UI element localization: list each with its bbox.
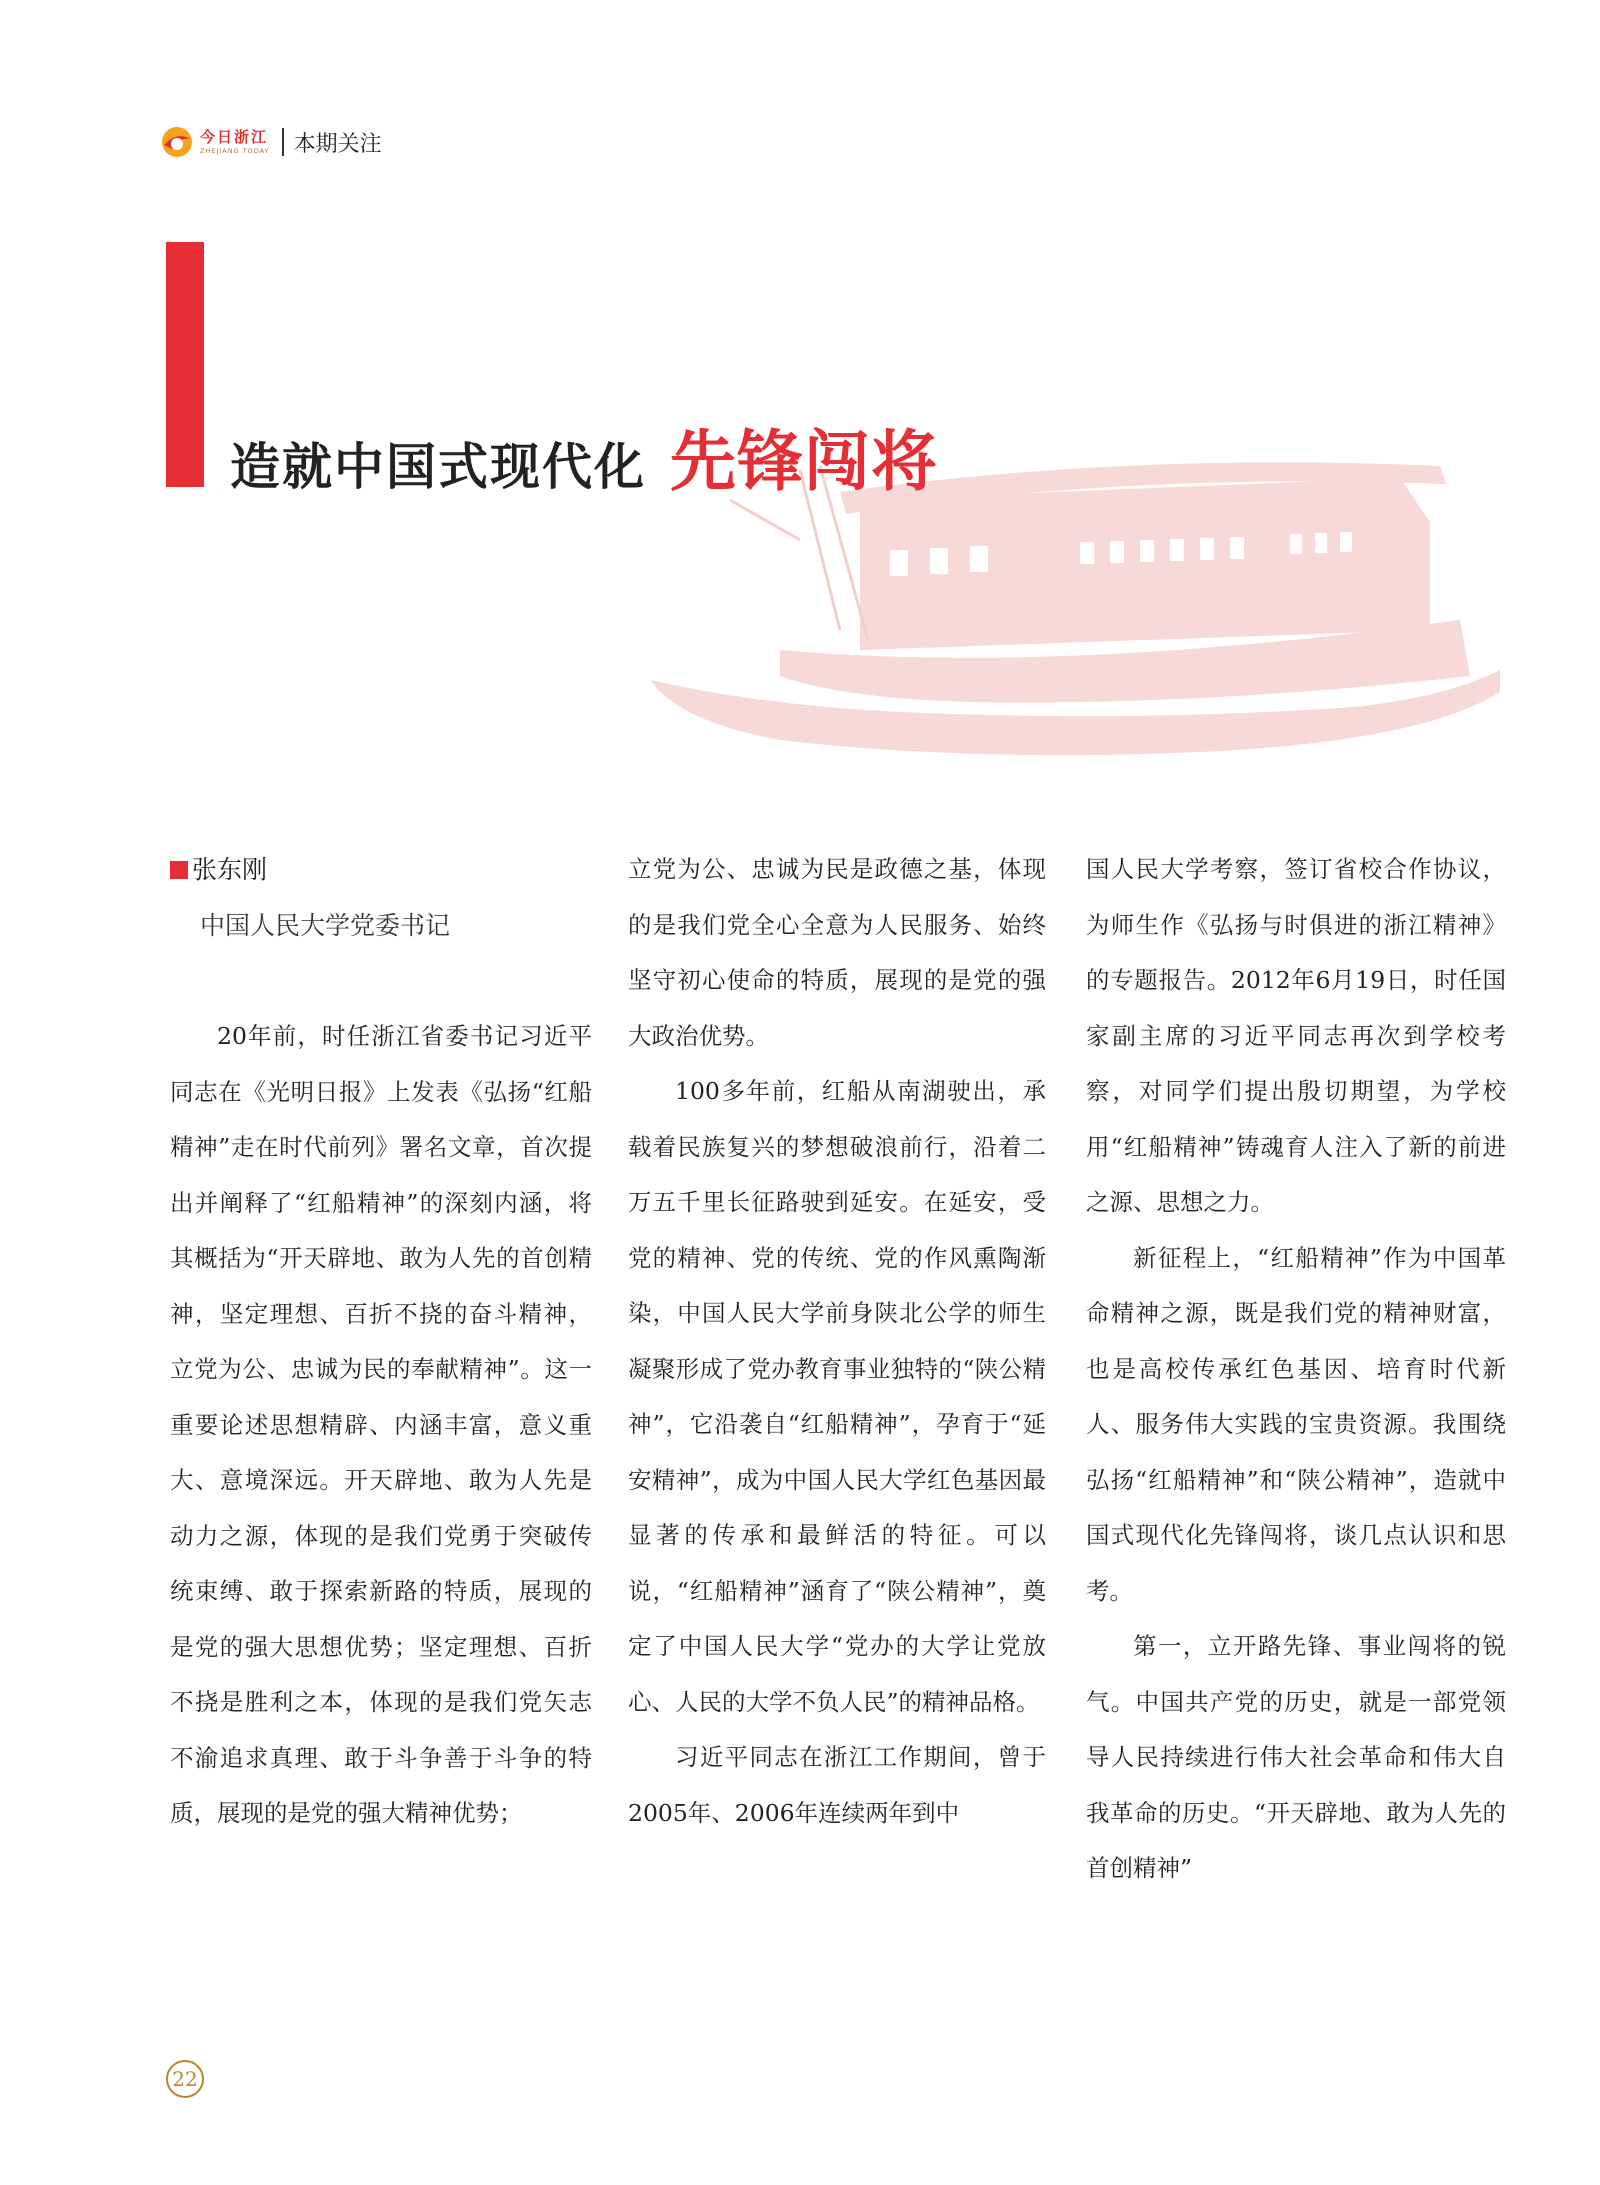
logo-chinese-name: 今日浙江 [200, 127, 269, 146]
title-accent-bar [166, 242, 204, 487]
author-position: 中国人民大学党委书记 [200, 910, 451, 940]
text-column-2 [628, 842, 1046, 1841]
paragraph: 新征程上，“红船精神”作为中国革命精神之源，既是我们党的精神财富，也是高校传承红色基因、培育时代新人、服务伟大实践的宝贵资源。我围绕弘扬“红船精神”和“陕公精神”，造就中国式现代化先锋闯将，谈几点认识和思考。 [1086, 1243, 1506, 1605]
author-byline [170, 842, 592, 898]
magazine-header [160, 122, 382, 162]
text-column-3 [1086, 842, 1506, 1897]
paragraph: 20年前，时任浙江省委书记习近平同志在《光明日报》上发表《弘扬“红船精神”走在时代前列》署名文章，首次提出并阐释了“红船精神”的深刻内涵，将其概括为“开天辟地、敢为人先的首创精神，坚定理想、百折不挠的奋斗精神，立党为公、忠诚为民的奉献精神”。这一重要论述思想精辟、内涵丰富，意义重大、意境深远。开天辟地、敢为人先是动力之源，体现的是我们党勇于突破传统束缚、敢于探索新路的特质，展现的是党的强大思想优势；坚定理想、百折不挠是胜利之本，体现的是我们党矢志不渝追求真理、敢于斗争善于斗争的特质，展现的是党的强大精神优势； [170, 1022, 592, 1827]
header-divider [282, 128, 284, 156]
section-label: 本期关注 [293, 131, 382, 157]
text-column-1 [170, 842, 592, 1842]
author-marker-icon [170, 861, 188, 879]
magazine-logo-icon [160, 125, 194, 159]
title-accent: 先锋闯将 [670, 423, 938, 500]
author-name: 张东刚 [192, 855, 268, 884]
article-title [230, 408, 938, 503]
paragraph: 100多年前，红船从南湖驶出，承载着民族复兴的梦想破浪前行，沿着二万五千里长征路驶到延安。在延安，受党的精神、党的传统、党的作风熏陶渐染，中国人民大学前身陕北公学的师生凝聚形成了党办教育事业独特的“陕公精神”，它沿袭自“红船精神”，孕育于“延安精神”，成为中国人民大学红色基因最显著的传承和最鲜活的特征。可以说，“红船精神”涵育了“陕公精神”，奠定了中国人民大学“党办的大学让党放心、人民的大学不负人民”的精神品格。 [628, 1077, 1046, 1716]
paragraph: 立党为公、忠诚为民是政德之基，体现的是我们党全心全意为人民服务、始终坚守初心使命的特质，展现的是党的强大政治优势。 [628, 855, 1046, 1050]
magazine-logo-text [200, 127, 270, 155]
page-number: 22 [166, 2060, 204, 2098]
logo-english-name: ZHEJIANG TODAY [200, 146, 270, 155]
paragraph: 习近平同志在浙江工作期间，曾于2005年、2006年连续两年到中 [628, 1743, 1046, 1827]
paragraph: 国人民大学考察，签订省校合作协议，为师生作《弘扬与时俱进的浙江精神》的专题报告。2012年6月19日，时任国家副主席的习近平同志再次到学校考察，对同学们提出殷切期望，为学校用“红船精神”铸魂育人注入了新的前进之源、思想之力。 [1086, 855, 1506, 1216]
title-main: 造就中国式现代化 [230, 437, 646, 496]
paragraph: 第一，立开路先锋、事业闯将的锐气。中国共产党的历史，就是一部党领导人民持续进行伟大社会革命和伟大自我革命的历史。“开天辟地、敢为人先的首创精神” [1086, 1632, 1506, 1882]
